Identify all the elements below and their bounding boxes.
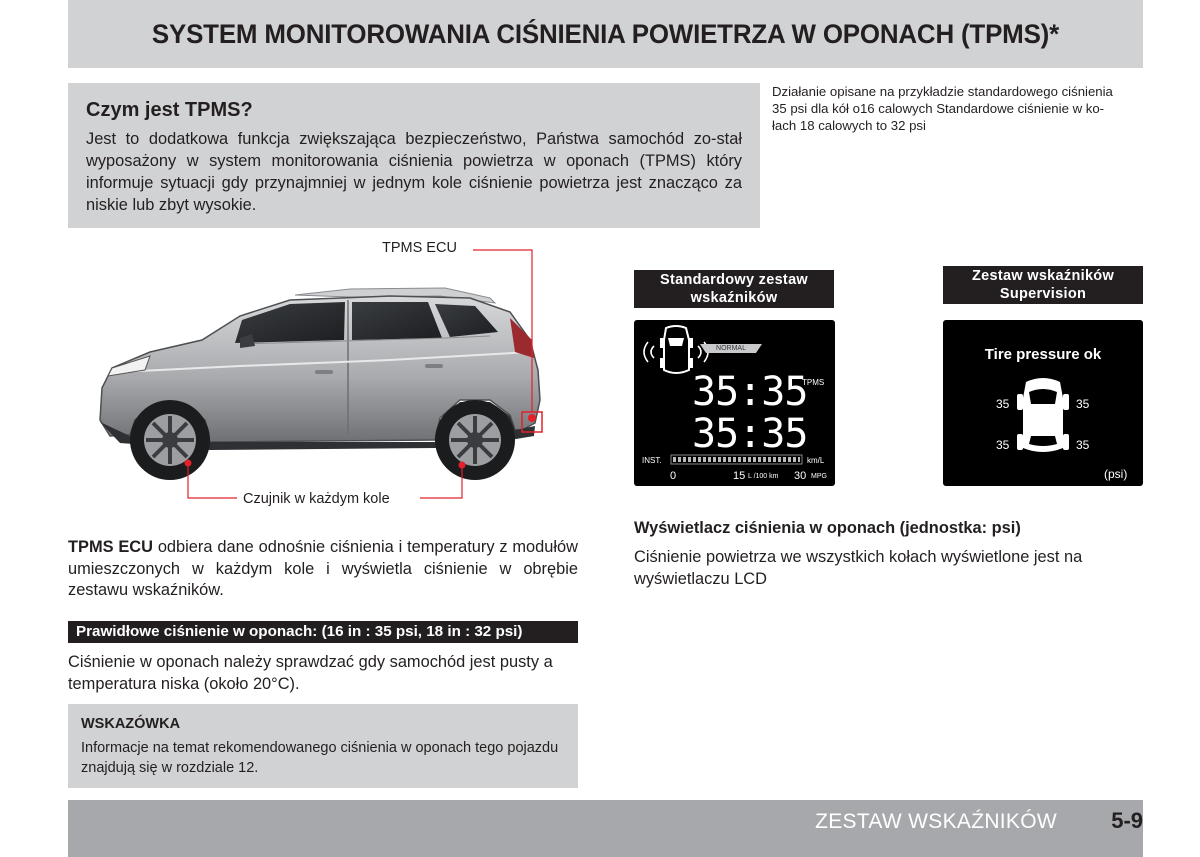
car-top-view-icon	[943, 320, 1143, 486]
tip-text: Informacje na temat rekomendowanego ciśnienia w oponach tego pojazdu znajdują się w rozdziale 12.	[81, 740, 559, 776]
tip-box	[68, 704, 578, 788]
correct-pressure-bar: Prawidłowe ciśnienie w oponach: (16 in : 35 psi, 18 in : 32 psi)	[68, 621, 578, 643]
standard-cluster-display	[634, 320, 835, 486]
display-heading: Wyświetlacz ciśnienia w oponach (jednostka: psi)	[634, 519, 1021, 537]
footer-section-name: ZESTAW WSKAŹNIKÓW	[815, 810, 1057, 833]
pressure-front-left: 35	[996, 397, 1010, 411]
supervision-cluster-title-line: Zestaw wskaźników	[971, 268, 1115, 284]
supervision-cluster-title-line: Supervision	[999, 286, 1087, 302]
intro-heading: Czym jest TPMS?	[86, 99, 253, 121]
side-note-line: łach 18 calowych to 32 psi	[772, 118, 926, 133]
kml-label: km/L	[807, 456, 825, 465]
page-title: SYSTEM MONITOROWANIA CIŚNIENIA POWIETRZA W OPONACH (TPMS)*	[151, 18, 1060, 49]
normal-badge: NORMAL	[716, 345, 746, 352]
car-illustration	[90, 240, 560, 510]
page-footer	[68, 800, 1143, 857]
standard-cluster-title-line: wskaźników	[690, 290, 778, 306]
tip-heading: WSKAZÓWKA	[81, 716, 181, 732]
scale-mid: 15	[733, 470, 746, 482]
side-note-line: 35 psi dla kół o16 calowych Standardowe ciśnienie w ko-	[772, 101, 1105, 116]
check-paragraph: Ciśnienie w oponach należy sprawdzać gdy samochód jest pusty a temperatura niska (około 20°C).	[68, 653, 553, 693]
pressure-row-rear: 35:35	[692, 411, 808, 457]
intro-text: Jest to dodatkowa funkcja zwiększająca bezpieczeństwo, Państwa samochód zo-stał wyposażony w system monitorowania ciśnienia powietrza w oponach (TPMS) który informuje sytuacji gdy przynajmniej w jednym kole ciśnienie powietrza jest znacząco za niskie lub zbyt wysokie.	[86, 130, 742, 214]
unit-l100: L /100 km	[748, 473, 779, 480]
page-number: 5-9	[1111, 808, 1143, 833]
tpms-label: TPMS	[802, 378, 825, 387]
side-note	[772, 83, 1144, 134]
standard-cluster-title-line: Standardowy zestaw	[659, 272, 809, 288]
inst-label: INST.	[642, 456, 662, 465]
pressure-row-front: 35:35	[692, 369, 808, 415]
sensor-label: Czujnik w każdym kole	[243, 491, 390, 507]
supervision-cluster-display	[943, 320, 1143, 486]
pressure-front-right: 35	[1076, 397, 1090, 411]
display-text: Ciśnienie powietrza we wszystkich kołach wyświetlone jest na wyświetlaczu LCD	[634, 548, 1083, 588]
standard-cluster-title	[634, 270, 834, 308]
supervision-cluster-title	[943, 266, 1143, 304]
ecu-paragraph-text: odbiera dane odnośnie ciśnienia i temperatury z modułów umieszczonych w każdym kole i wyświetla ciśnienie w obrębie zestawu wskaźników.	[68, 538, 578, 599]
pressure-unit: (psi)	[1104, 467, 1128, 481]
intro-box	[68, 83, 760, 228]
car-diagram	[90, 240, 560, 510]
side-note-line: Działanie opisane na przykładzie standardowego ciśnienia	[772, 84, 1113, 99]
unit-mpg: MPG	[811, 473, 827, 480]
tire-status: Tire pressure ok	[984, 346, 1102, 363]
ecu-paragraph	[68, 537, 578, 602]
ecu-paragraph-bold: TPMS ECU	[68, 538, 153, 556]
pressure-rear-left: 35	[996, 438, 1010, 452]
page-title-bar	[68, 0, 1143, 68]
ecu-label: TPMS ECU	[382, 240, 457, 256]
pressure-rear-right: 35	[1076, 438, 1090, 452]
scale-min: 0	[670, 470, 677, 482]
scale-max: 30	[794, 470, 807, 482]
